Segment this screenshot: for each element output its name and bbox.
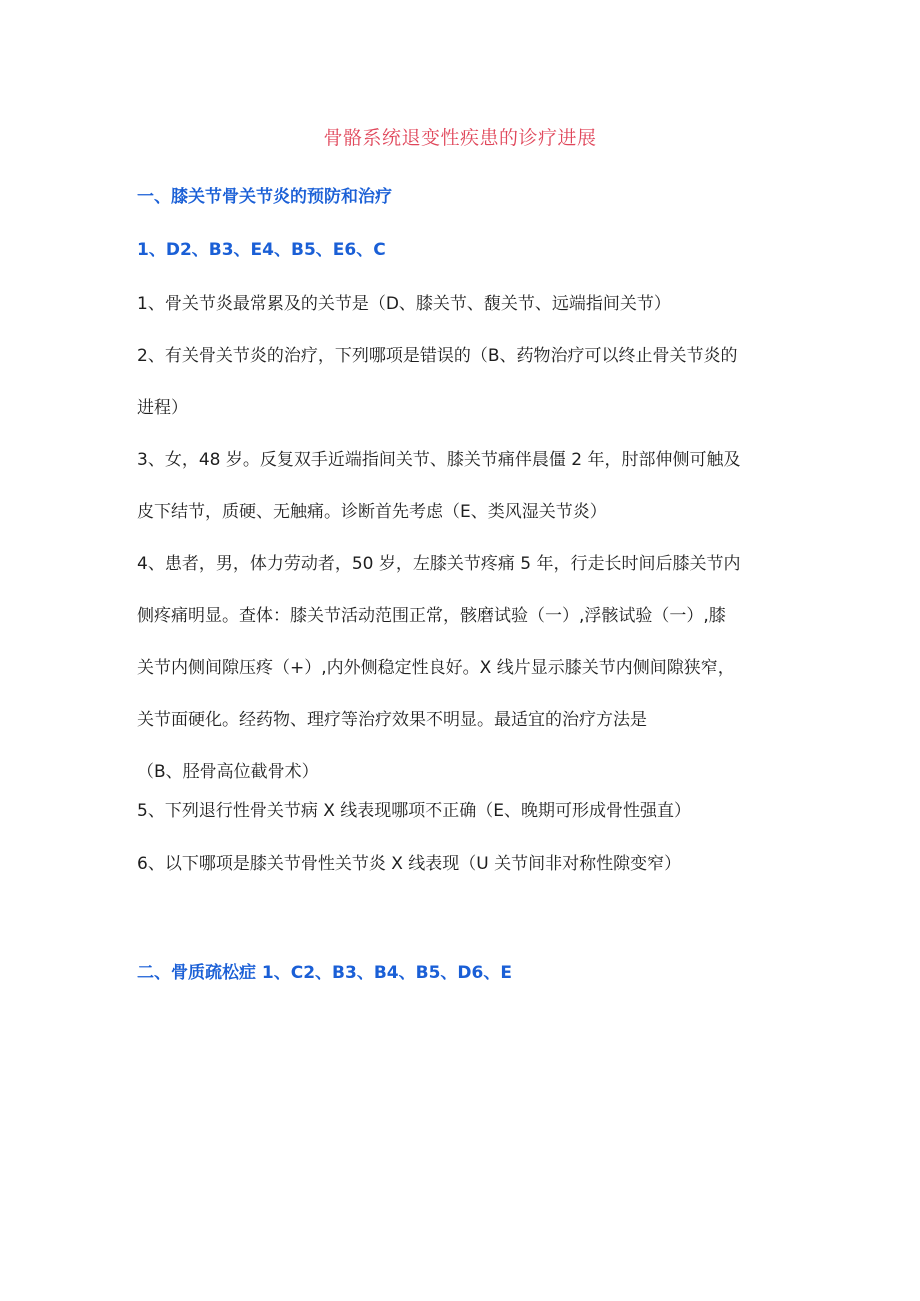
section-heading-knee-osteoarthritis: 一、膝关节骨关节炎的预防和治疗	[137, 187, 392, 207]
question-2-line-1: 2、有关骨关节炎的治疗，下列哪项是错误的（B、药物治疗可以终止骨关节炎的	[137, 346, 738, 366]
section-heading-osteoporosis: 二、骨质疏松症 1、C2、B3、B4、B5、D6、E	[137, 963, 512, 983]
question-2	[137, 330, 797, 434]
question-1-line-1: 1、骨关节炎最常累及的关节是（D、膝关节、馥关节、远端指间关节）	[137, 294, 671, 314]
question-4	[137, 538, 797, 798]
question-4-line-1: 4、患者，男，体力劳动者，50 岁，左膝关节疼痛 5 年，行走长时间后膝关节内	[137, 554, 741, 574]
question-6-line-1: 6、以下哪项是膝关节骨性关节炎 X 线表现（U 关节间非对称性隙变窄）	[137, 854, 682, 874]
question-1	[137, 278, 797, 330]
question-3-line-2: 皮下结节，质硬、无触痛。诊断首先考虑（E、类风湿关节炎）	[137, 502, 607, 522]
question-4-line-2: 侧疼痛明显。查体：膝关节活动范围正常，骸磨试验（一）,浮骸试验（一）,膝	[137, 606, 726, 626]
question-4-line-5: （B、胫骨高位截骨术）	[137, 762, 319, 782]
question-3-line-1: 3、女，48 岁。反复双手近端指间关节、膝关节痛伴晨僵 2 年，肘部伸侧可触及	[137, 450, 741, 470]
answer-key-section-1: 1、D2、B3、E4、B5、E6、C	[137, 240, 386, 260]
question-3	[137, 434, 797, 538]
question-2-line-2: 进程）	[137, 398, 188, 418]
question-5	[137, 785, 797, 837]
question-6	[137, 838, 797, 890]
question-5-line-1: 5、下列退行性骨关节病 X 线表现哪项不正确（E、晚期可形成骨性强直）	[137, 801, 692, 821]
document-title: 骨骼系统退变性疾患的诊疗进展	[323, 127, 597, 149]
question-4-line-3: 关节内侧间隙压疼（+）,内外侧稳定性良好。X 线片显示膝关节内侧间隙狭窄，	[137, 658, 735, 678]
question-4-line-4: 关节面硬化。经药物、理疗等治疗效果不明显。最适宜的治疗方法是	[137, 710, 647, 730]
